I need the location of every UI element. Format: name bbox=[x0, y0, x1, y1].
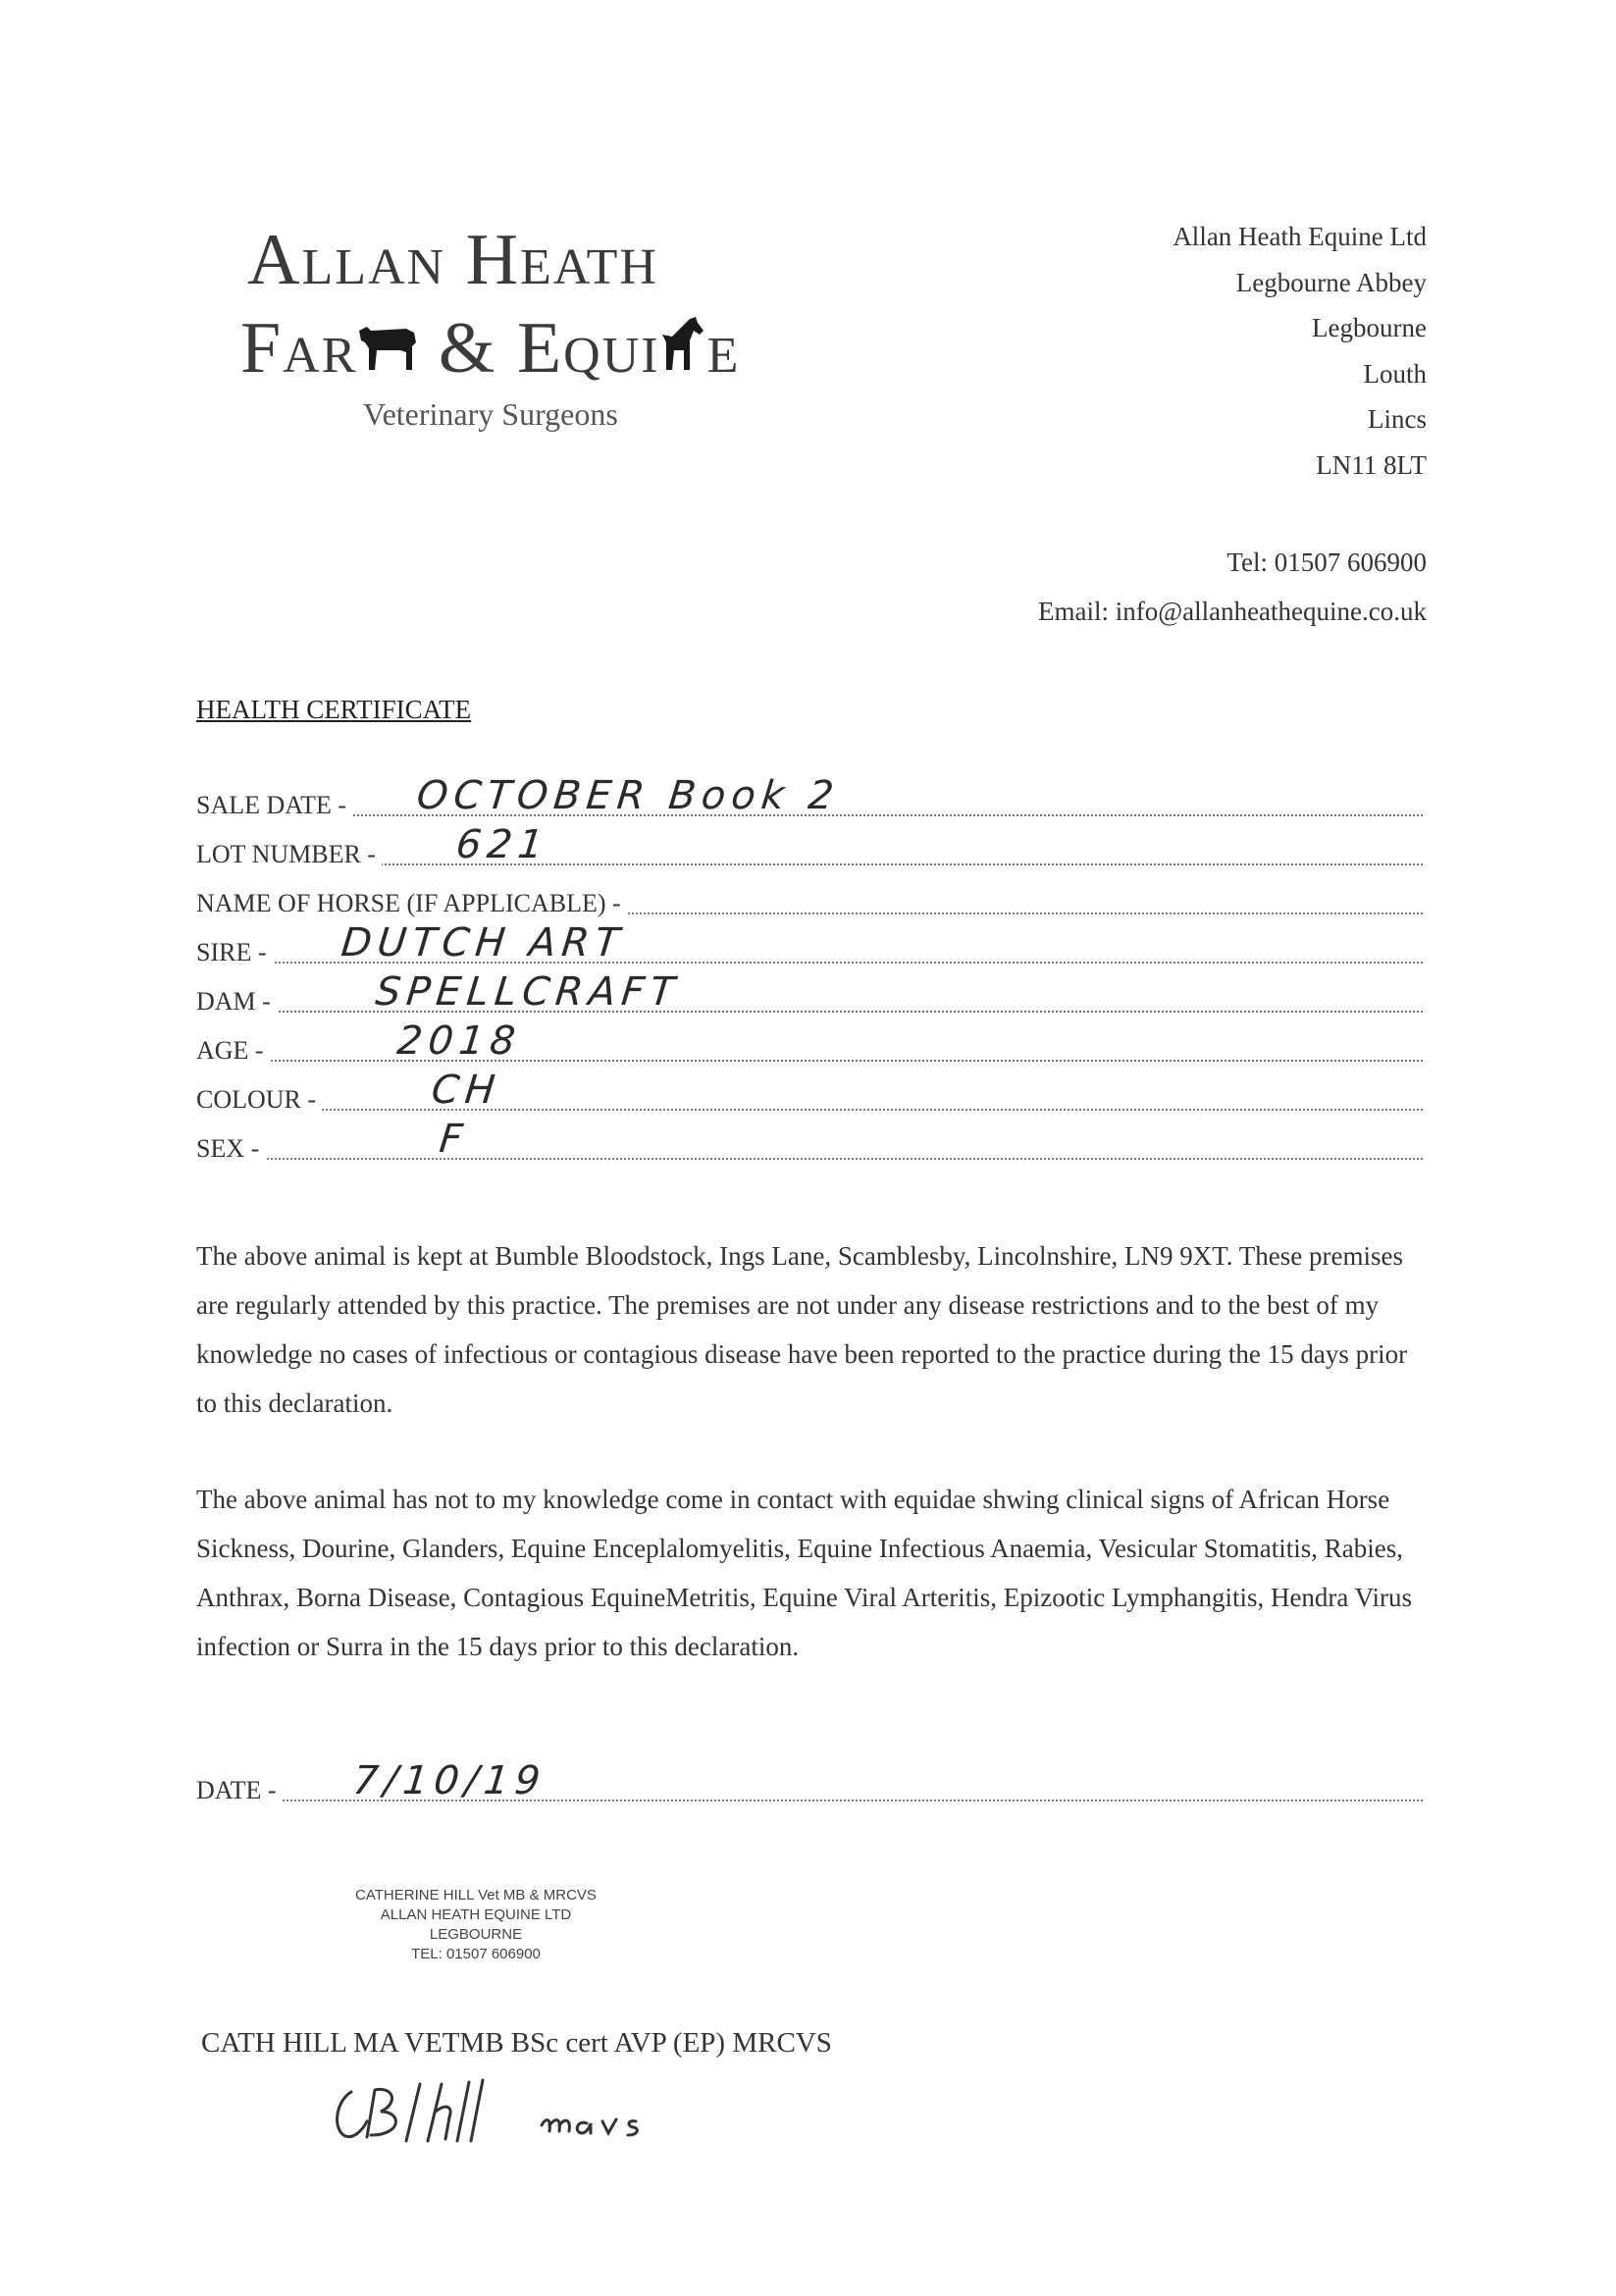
address-line: Lincs bbox=[1368, 404, 1427, 434]
logo-line-1: Allan Heath bbox=[247, 220, 658, 300]
age-value: 2018 bbox=[394, 1018, 524, 1064]
address-line: LN11 8LT bbox=[1316, 449, 1427, 480]
stamp-line: CATHERINE HILL Vet MB & MRCVS bbox=[355, 1887, 597, 1904]
date-row bbox=[196, 1758, 1423, 1807]
sale-date-value: OCTOBER Book 2 bbox=[414, 773, 842, 818]
address-block bbox=[1173, 214, 1427, 488]
date-label: DATE - bbox=[196, 1776, 283, 1805]
logo-line-2 bbox=[240, 308, 741, 389]
horse-icon bbox=[660, 312, 707, 385]
logo-subtitle: Veterinary Surgeons bbox=[363, 396, 618, 432]
sire-row bbox=[196, 920, 1423, 969]
sale-date-label: SALE DATE - bbox=[196, 791, 352, 820]
dam-label: DAM - bbox=[196, 987, 277, 1017]
lot-number-label: LOT NUMBER - bbox=[196, 840, 382, 869]
contact-block bbox=[1038, 538, 1427, 636]
dotted-line bbox=[196, 1109, 1423, 1111]
address-line: Allan Heath Equine Ltd bbox=[1173, 222, 1427, 251]
lot-number-row bbox=[196, 822, 1423, 871]
stamp-line: LEGBOURNE bbox=[429, 1926, 523, 1943]
email: Email: info@allanheathequine.co.uk bbox=[1038, 597, 1427, 626]
address-line: Legbourne Abbey bbox=[1235, 267, 1427, 297]
handwritten-signature bbox=[324, 2070, 697, 2154]
colour-value: CH bbox=[429, 1068, 503, 1113]
sex-row bbox=[196, 1117, 1423, 1166]
document-title: HEALTH CERTIFICATE bbox=[196, 695, 472, 724]
dam-value: SPELLCRAFT bbox=[373, 969, 683, 1015]
cow-icon bbox=[357, 312, 418, 385]
sire-label: SIRE - bbox=[196, 938, 273, 967]
dotted-line bbox=[196, 1158, 1423, 1160]
disease-contact-declaration: The above animal has not to my knowledge come in contact with equidae shwing clinical signs of African Horse Sickness, Dourine, Glanders, Equine Enceplalomyelitis, Equine Infectious Anaemia, Vesicular Stomatitis, Rabies, Anthrax, Borna Disease, Contagious EquineMetritis, Equine Viral Arteritis, Epizootic Lymphangitis, Hendra Virus infection or Surra in the 15 days prior to this declaration. bbox=[196, 1485, 1413, 1661]
premises-declaration: The above animal is kept at Bumble Bloodstock, Ings Lane, Scamblesby, Lincolnshire, LN9 9XT. These premises are regularly attended by this practice. The premises are not under any disease restrictions and to the best of my knowledge no cases of infectious or contagious disease have been reported to the practice during the 15 days prior to this declaration. bbox=[196, 1241, 1408, 1418]
horse-name-row bbox=[196, 881, 1423, 920]
sale-date-row bbox=[196, 773, 1423, 822]
colour-row bbox=[196, 1068, 1423, 1117]
horse-name-label: NAME OF HORSE (IF APPLICABLE) - bbox=[196, 889, 627, 918]
age-row bbox=[196, 1018, 1423, 1068]
age-label: AGE - bbox=[196, 1036, 270, 1066]
stamp-line: ALLAN HEATH EQUINE LTD bbox=[380, 1906, 572, 1923]
logo-text-equi: & Equi bbox=[438, 308, 660, 389]
practice-stamp bbox=[324, 1886, 628, 1964]
logo-text-far: Far bbox=[240, 308, 358, 389]
stamp-line: TEL: 01507 606900 bbox=[411, 1946, 541, 1962]
telephone: Tel: 01507 606900 bbox=[1226, 548, 1427, 577]
sire-value: DUTCH ART bbox=[339, 920, 628, 965]
address-line: Legbourne bbox=[1312, 313, 1427, 342]
dotted-line bbox=[196, 1060, 1423, 1062]
signatory-name: CATH HILL MA VETMB BSc cert AVP (EP) MRCVS bbox=[201, 2027, 832, 2059]
dam-row bbox=[196, 969, 1423, 1018]
sex-value: F bbox=[437, 1117, 471, 1162]
date-value: 7/10/19 bbox=[350, 1758, 548, 1803]
address-line: Louth bbox=[1363, 358, 1427, 389]
colour-label: COLOUR - bbox=[196, 1085, 322, 1115]
sex-label: SEX - bbox=[196, 1134, 265, 1164]
logo-text-e: e bbox=[706, 308, 741, 389]
lot-number-value: 621 bbox=[453, 822, 551, 867]
